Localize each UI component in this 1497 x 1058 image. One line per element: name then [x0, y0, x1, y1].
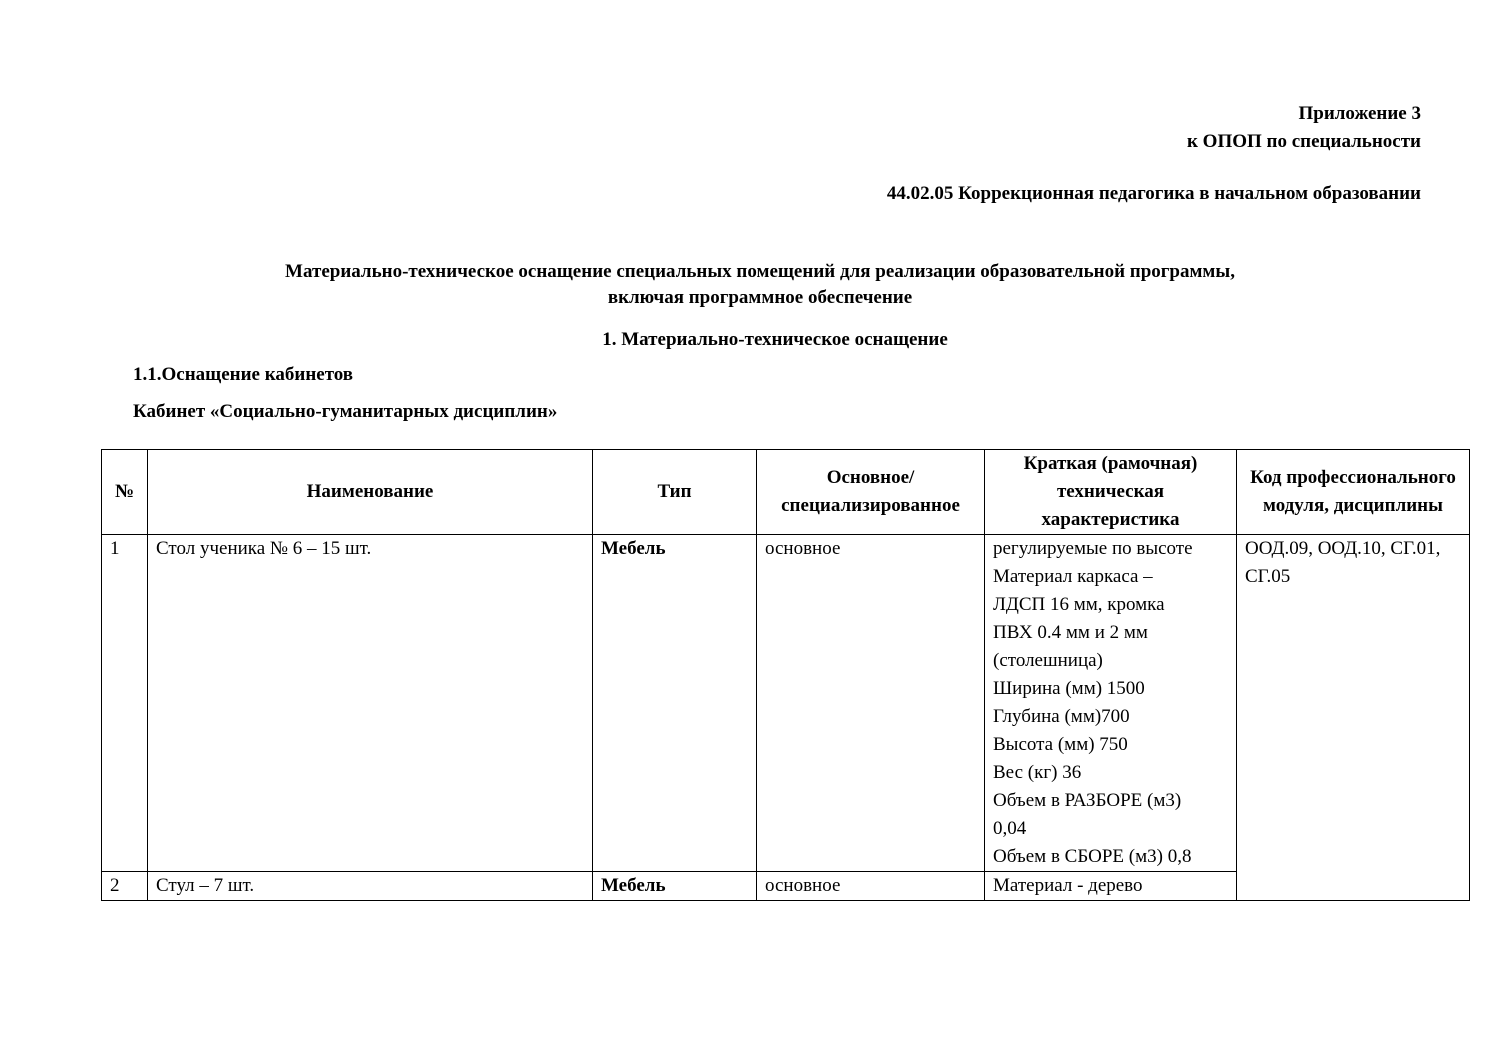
cell-spec [985, 872, 1237, 901]
cabinet-heading: Кабинет «Социально-гуманитарных дисциплин» [133, 401, 558, 422]
spec-line: регулируемые по высоте [993, 538, 1193, 559]
cell-num: 1 [102, 535, 148, 872]
section-heading: 1. Материально-техническое оснащение [602, 329, 948, 350]
spec-line: Высота (мм) 750 [993, 734, 1128, 755]
spec-line: Материал каркаса – [993, 566, 1153, 587]
subsection-heading: 1.1.Оснащение кабинетов [133, 364, 354, 385]
spec-line: Глубина (мм)700 [993, 706, 1130, 727]
specialty-label: 44.02.05 Коррекционная педагогика в начальном образовании [886, 183, 1421, 204]
spec-line: 0,04 [993, 818, 1027, 839]
spec-line: ЛДСП 16 мм, кромка [993, 594, 1165, 615]
spec-line: (столешница) [993, 650, 1103, 671]
cell-name: Стул – 7 шт. [148, 872, 593, 901]
appendix-header [1187, 100, 1421, 156]
cell-basic: основное [757, 872, 985, 901]
appendix-label: Приложение 3 [1298, 103, 1421, 124]
program-label: к ОПОП по специальности [1186, 131, 1421, 152]
cell-type: Мебель [593, 872, 757, 901]
equipment-table [101, 449, 1470, 901]
spec-line: Ширина (мм) 1500 [993, 678, 1145, 699]
title-line-2: включая программное обеспечение [607, 287, 913, 308]
cell-name: Стол ученика № 6 – 15 шт. [148, 535, 593, 872]
spec-line: Материал - дерево [993, 875, 1143, 896]
spec-line: Объем в РАЗБОРЕ (м3) [993, 790, 1182, 811]
cell-code: ООД.09, ООД.10, СГ.01, СГ.05 [1237, 535, 1470, 901]
table-header-row [102, 450, 1470, 535]
header-type: Тип [593, 450, 757, 535]
spec-line: Вес (кг) 36 [993, 762, 1082, 783]
cell-basic: основное [757, 535, 985, 872]
table-row [102, 535, 1470, 872]
header-name: Наименование [148, 450, 593, 535]
spec-line: ПВХ 0.4 мм и 2 мм [993, 622, 1148, 643]
cell-type: Мебель [593, 535, 757, 872]
header-basic: Основное/ специализированное [757, 450, 985, 535]
header-code: Код профессионального модуля, дисциплины [1237, 450, 1470, 535]
header-spec: Краткая (рамочная) техническая характеристика [985, 450, 1237, 535]
spec-line: Объем в СБОРЕ (м3) 0,8 [993, 846, 1192, 867]
title-line-1: Материально-техническое оснащение специальных помещений для реализации образовательной программы, [285, 261, 1235, 282]
cell-num: 2 [102, 872, 148, 901]
cell-spec [985, 535, 1237, 872]
header-num: № [102, 450, 148, 535]
document-title [100, 259, 1420, 311]
